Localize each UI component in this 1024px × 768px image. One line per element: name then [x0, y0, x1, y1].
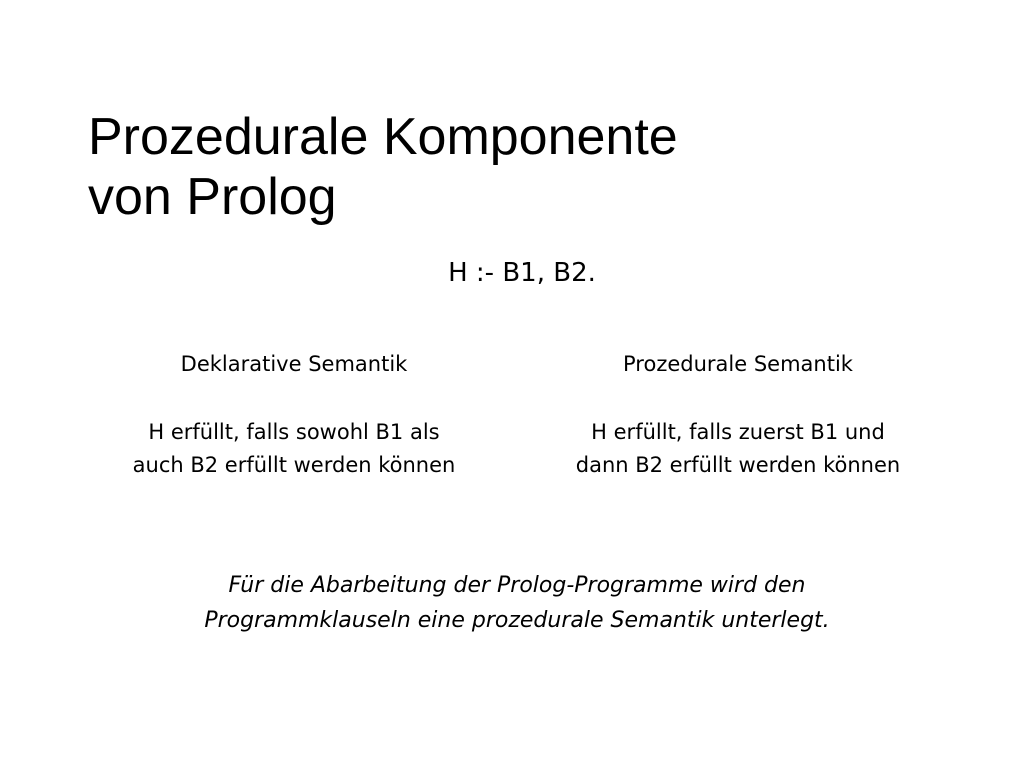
column-spacer [536, 381, 940, 416]
slide-title-line-1: Prozedurale Komponente [88, 107, 678, 166]
prolog-clause: H :- B1, B2. [448, 258, 596, 288]
summary-note-line-2: Programmklauseln eine prozedurale Semantik unterlegt. [204, 608, 830, 633]
slide-title-line-2: von Prolog [88, 167, 337, 226]
declarative-semantics-column [94, 348, 494, 482]
declarative-semantics-text-line-2: auch B2 erfüllt werden können [132, 453, 456, 477]
procedural-semantics-heading: Prozedurale Semantik [623, 352, 853, 376]
procedural-semantics-text-line-1: H erfüllt, falls zuerst B1 und [591, 420, 885, 444]
procedural-semantics-column [536, 348, 940, 482]
summary-note-line-1: Für die Abarbeitung der Prolog-Programme wird den [228, 573, 806, 598]
summary-note [0, 568, 1024, 638]
declarative-semantics-text-line-1: H erfüllt, falls sowohl B1 als [148, 420, 440, 444]
procedural-semantics-text-line-2: dann B2 erfüllt werden können [575, 453, 901, 477]
column-spacer [94, 381, 494, 416]
declarative-semantics-heading: Deklarative Semantik [180, 352, 408, 376]
slide-title [88, 107, 888, 227]
